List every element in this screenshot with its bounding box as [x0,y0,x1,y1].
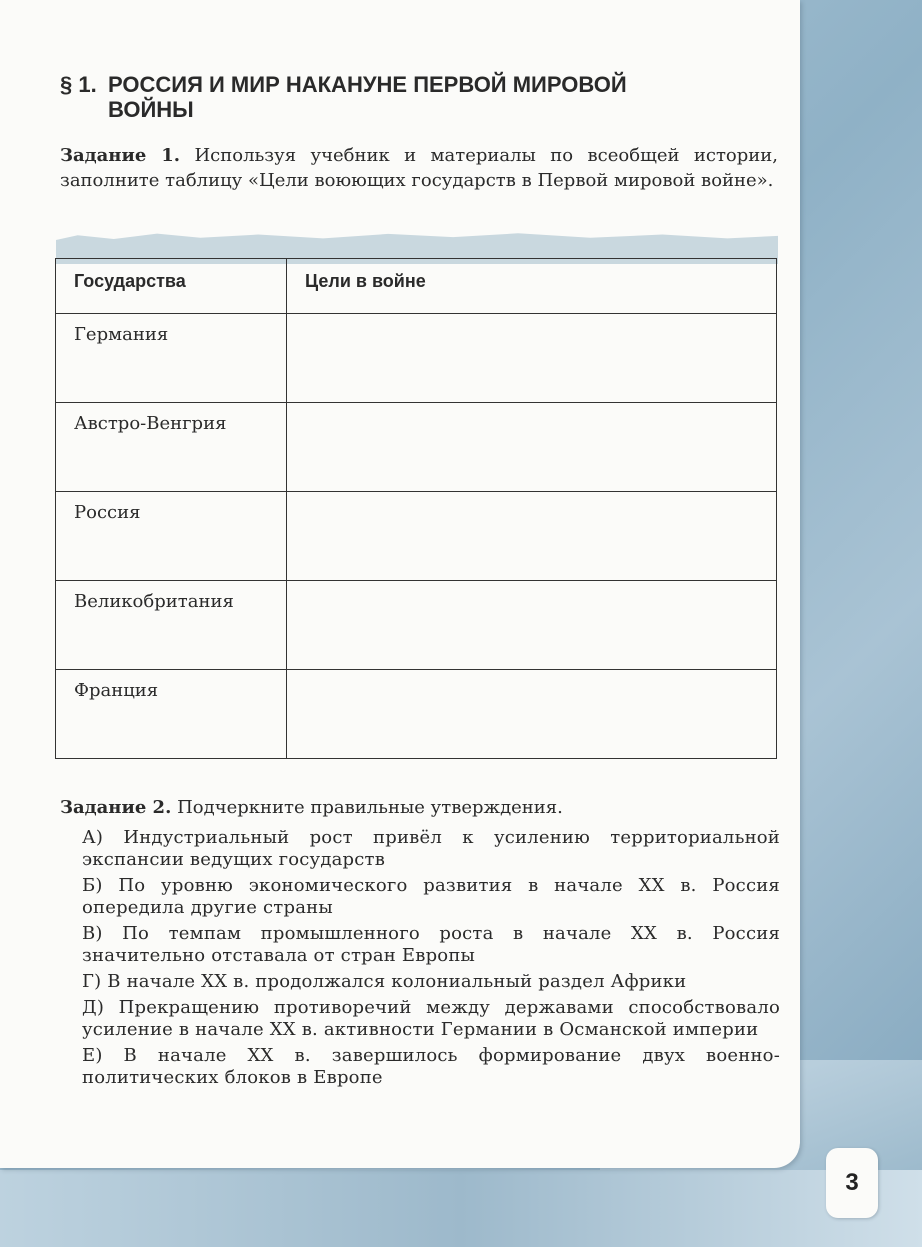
goal-answer-cell[interactable] [287,581,777,670]
table-row [56,403,777,492]
section-title-line1: РОССИЯ И МИР НАКАНУНЕ ПЕРВОЙ МИРОВОЙ [108,72,627,97]
section-title [60,72,760,122]
task-1-label: Задание 1. [60,145,181,166]
statement-item[interactable]: Д) Прекращению противоречий между державами способствовало усиление в начале XX в. активности Германии в Османской империи [82,997,780,1040]
task-1 [60,143,778,193]
state-cell: Россия [56,492,287,581]
statement-item[interactable]: Г) В начале XX в. продолжался колониальный раздел Африки [82,971,687,992]
task-2-heading [60,797,780,819]
task-2-label: Задание 2. [60,797,172,818]
section-title-line2: ВОЙНЫ [108,97,194,122]
task-2-text: Подчеркните правильные утверждения. [177,797,563,818]
task-1-text: Используя учебник и материалы по всеобщей истории, заполните таблицу «Цели воюющих государств в Первой мировой войне». [60,145,778,191]
war-goals-table [55,258,777,759]
statement-item[interactable]: Б) По уровню экономического развития в начале XX в. Россия опередила другие страны [82,875,780,918]
header-goals: Цели в войне [287,259,777,314]
goal-answer-cell[interactable] [287,670,777,759]
statement-item[interactable]: В) По темпам промышленного роста в начале XX в. Россия значительно отставала от стран Европы [82,923,780,966]
statement-item[interactable]: Е) В начале XX в. завершилось формирование двух военно-политических блоков в Европе [82,1045,780,1088]
background-strip [0,1170,922,1247]
state-cell: Великобритания [56,581,287,670]
table-row [56,492,777,581]
state-cell: Франция [56,670,287,759]
table-row [56,314,777,403]
state-cell: Австро-Венгрия [56,403,287,492]
section-number: § 1. [60,72,97,97]
task-2 [60,797,780,1093]
page-number: 3 [826,1148,878,1218]
statement-item[interactable]: А) Индустриальный рост привёл к усилению территориальной экспансии ведущих государств [82,827,780,870]
goal-answer-cell[interactable] [287,492,777,581]
state-cell: Германия [56,314,287,403]
table-header-row [56,259,777,314]
table-row [56,581,777,670]
header-states: Государства [56,259,287,314]
table-row [56,670,777,759]
goal-answer-cell[interactable] [287,403,777,492]
goal-answer-cell[interactable] [287,314,777,403]
